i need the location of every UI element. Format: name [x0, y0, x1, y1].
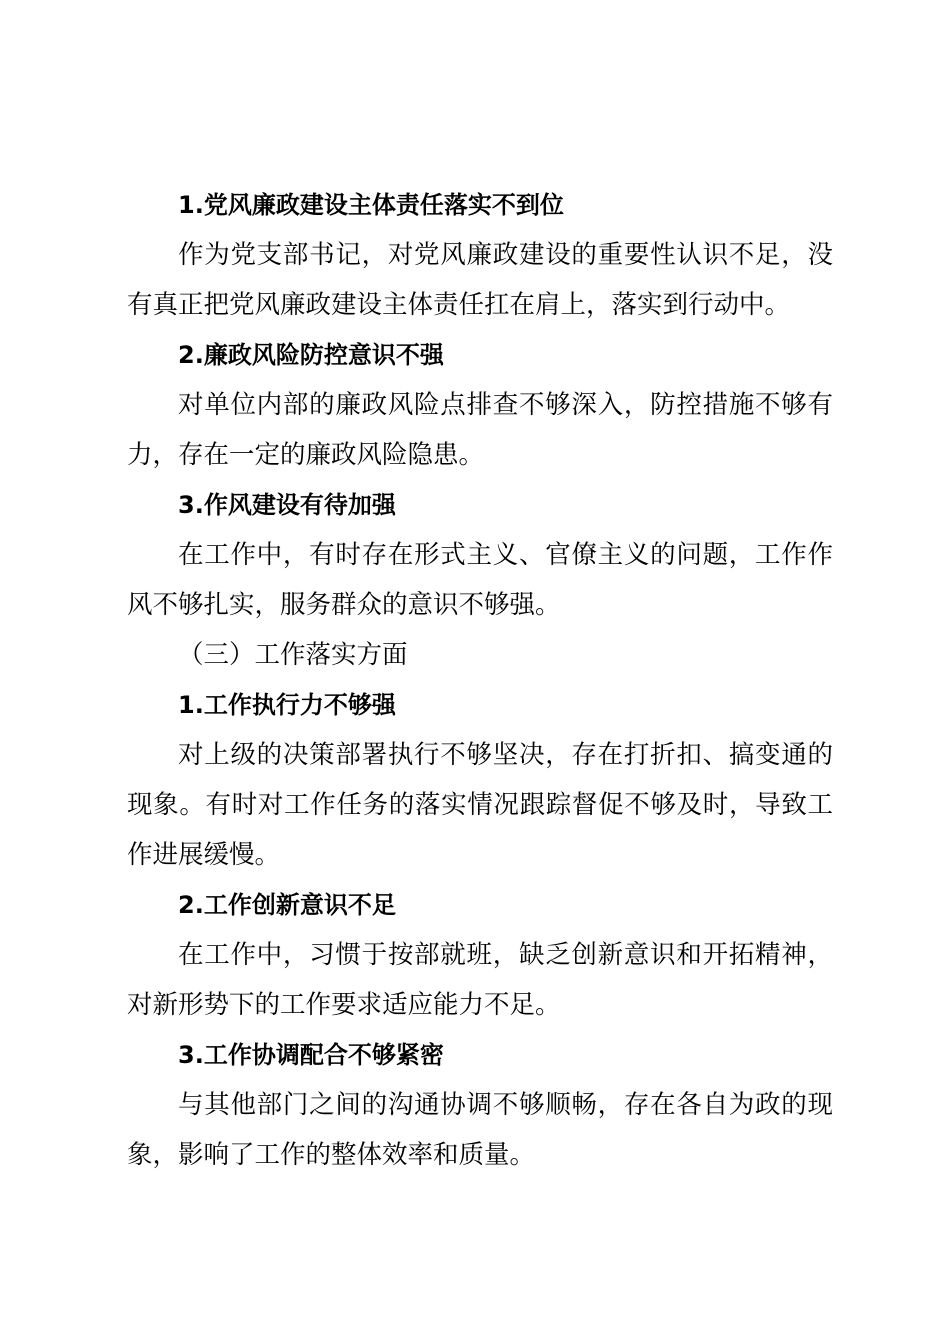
- paragraph-line: 力，存在一定的廉政风险隐患。: [127, 440, 485, 470]
- paragraph-line: 现象。有时对工作任务的落实情况跟踪督促不够及时，导致工: [127, 790, 833, 820]
- subheading-2: 2.工作创新意识不足: [178, 891, 396, 919]
- paragraph-line: 风不够扎实，服务群众的意识不够强。: [127, 590, 561, 620]
- paragraph-line: 对单位内部的廉政风险点排查不够深入，防控措施不够有: [178, 390, 833, 420]
- paragraph-line: 作为党支部书记，对党风廉政建设的重要性认识不足，没: [178, 240, 833, 270]
- paragraph-line: 有真正把党风廉政建设主体责任扛在肩上，落实到行动中。: [127, 290, 791, 320]
- paragraph-line: 对新形势下的工作要求适应能力不足。: [127, 990, 561, 1020]
- paragraph-line: 作进展缓慢。: [127, 840, 281, 870]
- paragraph-line: 与其他部门之间的沟通协调不够顺畅，存在各自为政的现: [178, 1090, 833, 1120]
- paragraph-line: 象，影响了工作的整体效率和质量。: [127, 1140, 536, 1170]
- subheading-3: 3.工作协调配合不够紧密: [178, 1041, 444, 1069]
- paragraph-line: 在工作中，习惯于按部就班，缺乏创新意识和开拓精神，: [178, 940, 833, 970]
- paragraph-line: 对上级的决策部署执行不够坚决，存在打折扣、搞变通的: [178, 740, 833, 770]
- subheading-1: 1.党风廉政建设主体责任落实不到位: [178, 191, 564, 219]
- subheading-2: 2.廉政风险防控意识不强: [178, 341, 444, 369]
- subheading-3: 3.作风建设有待加强: [178, 491, 396, 519]
- document-body: [127, 180, 833, 1180]
- paragraph-line: 在工作中，有时存在形式主义、官僚主义的问题，工作作: [178, 540, 833, 570]
- section-heading: （三）工作落实方面: [178, 640, 408, 670]
- subheading-1: 1.工作执行力不够强: [178, 691, 396, 719]
